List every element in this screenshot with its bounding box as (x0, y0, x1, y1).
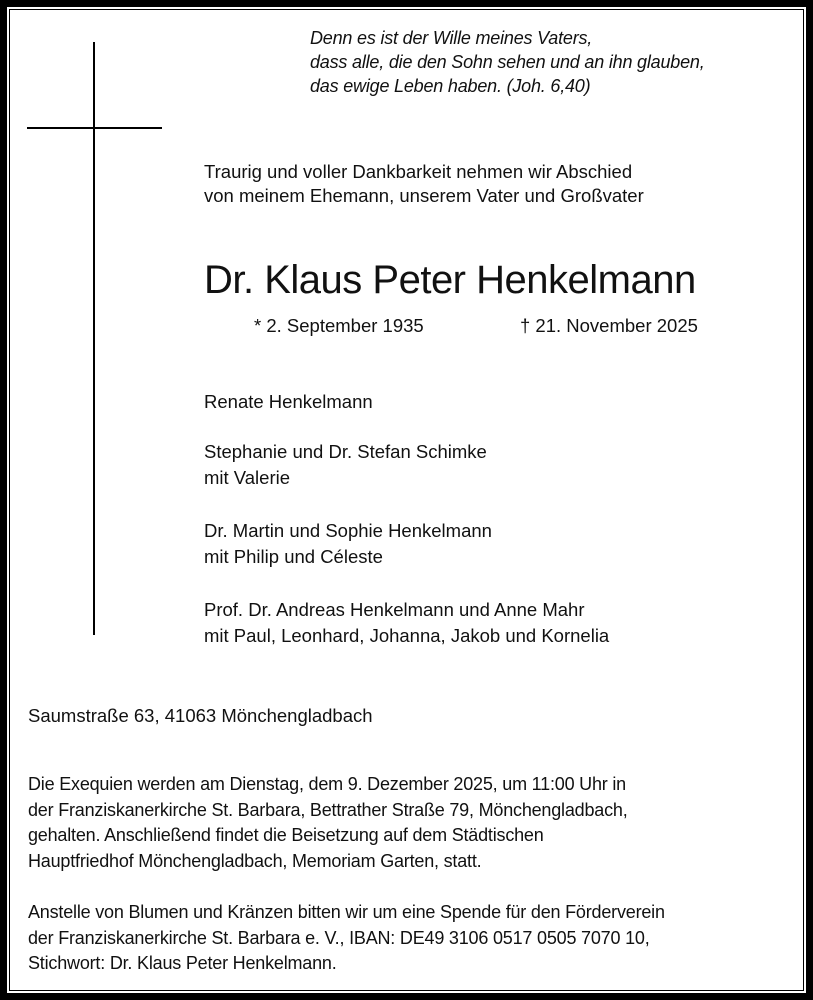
death-date: † 21. November 2025 (520, 315, 698, 336)
mourner-line: Stephanie und Dr. Stefan Schimke (204, 441, 487, 462)
intro-text (204, 160, 644, 208)
cross-icon-vertical (93, 42, 95, 635)
mourner-group (204, 518, 492, 570)
quote-line: das ewige Leben haben. (Joh. 6,40) (310, 76, 591, 96)
intro-line: von meinem Ehemann, unserem Vater und Großvater (204, 185, 644, 206)
quote-line: dass alle, die den Sohn sehen und an ihn glauben, (310, 52, 705, 72)
mourner-line: mit Valerie (204, 467, 291, 488)
mourner-group (204, 389, 373, 415)
mourner-group (204, 439, 487, 491)
cross-icon-horizontal (27, 127, 162, 129)
mourner-line: Dr. Martin und Sophie Henkelmann (204, 520, 492, 541)
mourner-line: mit Philip und Céleste (204, 546, 383, 567)
donation-line: der Franziskanerkirche St. Barbara e. V., IBAN: DE49 3106 0517 0505 7070 10, (28, 927, 650, 948)
donation-info (28, 900, 665, 977)
donation-line: Stichwort: Dr. Klaus Peter Henkelmann. (28, 953, 337, 973)
funeral-line: der Franziskanerkirche St. Barbara, Bettrather Straße 79, Mönchengladbach, (28, 799, 628, 820)
funeral-line: Hauptfriedhof Mönchengladbach, Memoriam Garten, statt. (28, 850, 482, 871)
intro-line: Traurig und voller Dankbarkeit nehmen wir Abschied (204, 161, 633, 182)
mourner-line: mit Paul, Leonhard, Johanna, Jakob und Kornelia (204, 625, 610, 646)
mourner-line: Renate Henkelmann (204, 391, 373, 412)
funeral-line: gehalten. Anschließend findet die Beisetzung auf dem Städtischen (28, 825, 544, 845)
birth-date: * 2. September 1935 (254, 315, 424, 336)
funeral-line: Die Exequien werden am Dienstag, dem 9. Dezember 2025, um 11:00 Uhr in (28, 774, 626, 794)
quote-line: Denn es ist der Wille meines Vaters, (310, 28, 593, 48)
address: Saumstraße 63, 41063 Mönchengladbach (28, 705, 373, 726)
funeral-info (28, 772, 628, 874)
bible-quote (310, 26, 705, 98)
deceased-name: Dr. Klaus Peter Henkelmann (204, 258, 696, 302)
donation-line: Anstelle von Blumen und Kränzen bitten wir um eine Spende für den Förderverein (28, 902, 665, 922)
mourner-line: Prof. Dr. Andreas Henkelmann und Anne Mahr (204, 599, 585, 620)
mourner-group (204, 597, 609, 649)
